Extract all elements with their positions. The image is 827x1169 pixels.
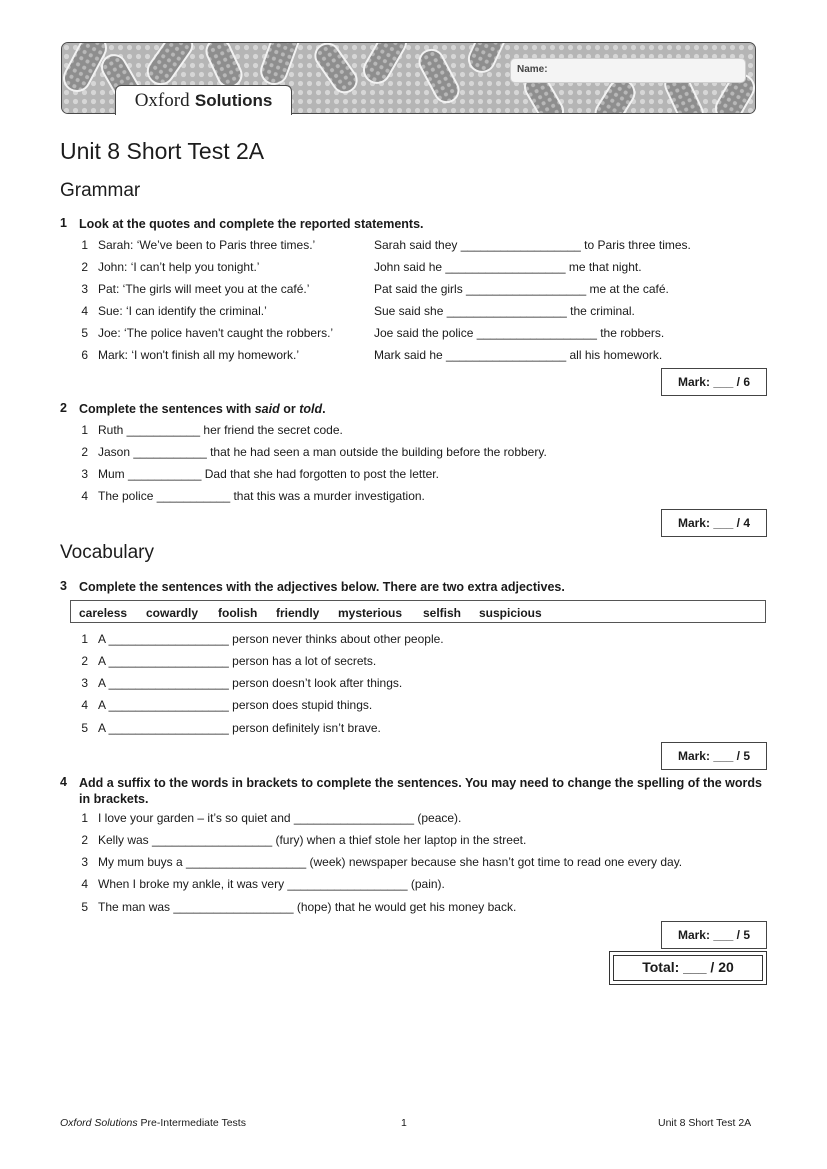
q4-item-number: 5 bbox=[81, 900, 88, 914]
q2-instruction-told: told bbox=[299, 402, 323, 416]
q4-item-number: 2 bbox=[81, 833, 88, 847]
q1-item-report[interactable]: Sue said she __________________ the criminal. bbox=[374, 304, 635, 318]
q2-number: 2 bbox=[60, 401, 67, 415]
q3-item-text[interactable]: A __________________ person definitely isn’t brave. bbox=[98, 721, 381, 735]
q1-item-number: 1 bbox=[81, 238, 88, 252]
q2-instruction-said: said bbox=[254, 402, 280, 416]
q1-item-quote: Sarah: ‘We’ve been to Paris three times.’ bbox=[98, 238, 316, 252]
word-suspicious: suspicious bbox=[479, 606, 542, 620]
q4-item-text[interactable]: Kelly was __________________ (fury) when a thief stole her laptop in the street. bbox=[98, 833, 527, 847]
vocabulary-heading: Vocabulary bbox=[60, 542, 155, 563]
q1-item-report[interactable]: Mark said he __________________ all his homework. bbox=[374, 348, 663, 362]
word-careless: careless bbox=[79, 606, 128, 620]
q2-item-number: 1 bbox=[81, 423, 88, 437]
q1-item-report[interactable]: John said he __________________ me that night. bbox=[374, 260, 642, 274]
q2-item-text[interactable]: Ruth ___________ her friend the secret code. bbox=[98, 423, 343, 437]
q4-item-number: 4 bbox=[81, 877, 88, 891]
q3-item-number: 2 bbox=[81, 654, 88, 668]
word-selfish: selfish bbox=[423, 606, 462, 620]
q2-instruction-pre: Complete the sentences with bbox=[79, 402, 255, 416]
q1-item-quote: Sue: ‘I can identify the criminal.’ bbox=[98, 304, 267, 318]
q4-item-number: 3 bbox=[81, 855, 88, 869]
word-foolish: foolish bbox=[218, 606, 258, 620]
q3-item-text[interactable]: A __________________ person never thinks about other people. bbox=[98, 632, 444, 646]
footer-series: Pre-Intermediate Tests bbox=[137, 1117, 246, 1129]
word-cowardly: cowardly bbox=[146, 606, 199, 620]
q1-mark-box[interactable]: Mark: ___ / 6 bbox=[661, 368, 767, 396]
q2-item-text[interactable]: Mum ___________ Dad that she had forgotten to post the letter. bbox=[98, 467, 439, 481]
footer-page-number: 1 bbox=[401, 1117, 407, 1129]
q4-item-text[interactable]: The man was __________________ (hope) that he would get his money back. bbox=[98, 900, 517, 914]
q2-instruction-post: . bbox=[322, 402, 326, 416]
total-box[interactable] bbox=[609, 951, 767, 985]
q4-item-text[interactable]: My mum buys a __________________ (week) newspaper because she hasn’t got time to read one every day. bbox=[98, 855, 683, 869]
q3-item-number: 4 bbox=[81, 698, 88, 712]
q3-item-number: 5 bbox=[81, 721, 88, 735]
q1-item-quote: Pat: ‘The girls will meet you at the café.’ bbox=[98, 282, 310, 296]
q2-item-number: 3 bbox=[81, 467, 88, 481]
name-field[interactable] bbox=[510, 58, 746, 83]
q3-mark-box[interactable]: Mark: ___ / 5 bbox=[661, 742, 767, 770]
q3-item-number: 3 bbox=[81, 676, 88, 690]
total-label: Total: ___ / 20 bbox=[613, 955, 763, 981]
q1-item-quote: John: ‘I can’t help you tonight.’ bbox=[98, 260, 260, 274]
q3-item-text[interactable]: A __________________ person doesn’t look after things. bbox=[98, 676, 403, 690]
word-mysterious: mysterious bbox=[338, 606, 403, 620]
page-title: Unit 8 Short Test 2A bbox=[60, 138, 265, 164]
brand-logo bbox=[115, 85, 292, 115]
q2-instruction-mid: or bbox=[279, 402, 300, 416]
q2-instruction bbox=[79, 401, 769, 417]
q1-item-number: 3 bbox=[81, 282, 88, 296]
q3-instruction: Complete the sentences with the adjectives below. There are two extra adjectives. bbox=[79, 580, 565, 594]
q2-item-number: 4 bbox=[81, 489, 88, 503]
word-box bbox=[70, 600, 766, 623]
q1-item-report[interactable]: Joe said the police __________________ the robbers. bbox=[374, 326, 665, 340]
q3-item-number: 1 bbox=[81, 632, 88, 646]
q1-item-report[interactable]: Sarah said they __________________ to Paris three times. bbox=[374, 238, 691, 252]
q1-item-number: 4 bbox=[81, 304, 88, 318]
q2-mark-box[interactable]: Mark: ___ / 4 bbox=[661, 509, 767, 537]
q4-number: 4 bbox=[60, 775, 67, 789]
q1-item-number: 2 bbox=[81, 260, 88, 274]
footer-brand: Oxford Solutions bbox=[60, 1117, 138, 1129]
q4-item-number: 1 bbox=[81, 811, 88, 825]
q1-item-number: 5 bbox=[81, 326, 88, 340]
brand-part1: Oxford bbox=[134, 90, 190, 111]
footer-left bbox=[60, 1117, 246, 1129]
q1-item-report[interactable]: Pat said the girls __________________ me at the café. bbox=[374, 282, 669, 296]
q1-item-quote: Joe: ‘The police haven't caught the robbers.’ bbox=[98, 326, 334, 340]
header-banner bbox=[61, 42, 756, 114]
grammar-heading: Grammar bbox=[60, 180, 141, 201]
q3-item-text[interactable]: A __________________ person does stupid things. bbox=[98, 698, 373, 712]
q2-item-text[interactable]: Jason ___________ that he had seen a man outside the building before the robbery. bbox=[98, 445, 547, 459]
word-friendly: friendly bbox=[276, 606, 320, 620]
q2-item-text[interactable]: The police ___________ that this was a murder investigation. bbox=[98, 489, 425, 503]
q3-number: 3 bbox=[60, 579, 67, 593]
q3-item-text[interactable]: A __________________ person has a lot of secrets. bbox=[98, 654, 377, 668]
brand-part2: Solutions bbox=[194, 91, 273, 110]
q1-number: 1 bbox=[60, 216, 67, 230]
footer-right: Unit 8 Short Test 2A bbox=[658, 1117, 752, 1129]
q4-item-text[interactable]: I love your garden – it’s so quiet and __________________ (peace). bbox=[98, 811, 462, 825]
q4-mark-box[interactable]: Mark: ___ / 5 bbox=[661, 921, 767, 949]
q4-item-text[interactable]: When I broke my ankle, it was very __________________ (pain). bbox=[98, 877, 445, 891]
q1-instruction: Look at the quotes and complete the reported statements. bbox=[79, 217, 424, 231]
q1-item-quote: Mark: ‘I won't finish all my homework.’ bbox=[98, 348, 300, 362]
q2-item-number: 2 bbox=[81, 445, 88, 459]
q4-instruction: Add a suffix to the words in brackets to complete the sentences. You may need to change the spelling of the words in brackets. bbox=[79, 776, 762, 806]
name-label: Name: bbox=[517, 64, 548, 75]
q1-item-number: 6 bbox=[81, 348, 88, 362]
